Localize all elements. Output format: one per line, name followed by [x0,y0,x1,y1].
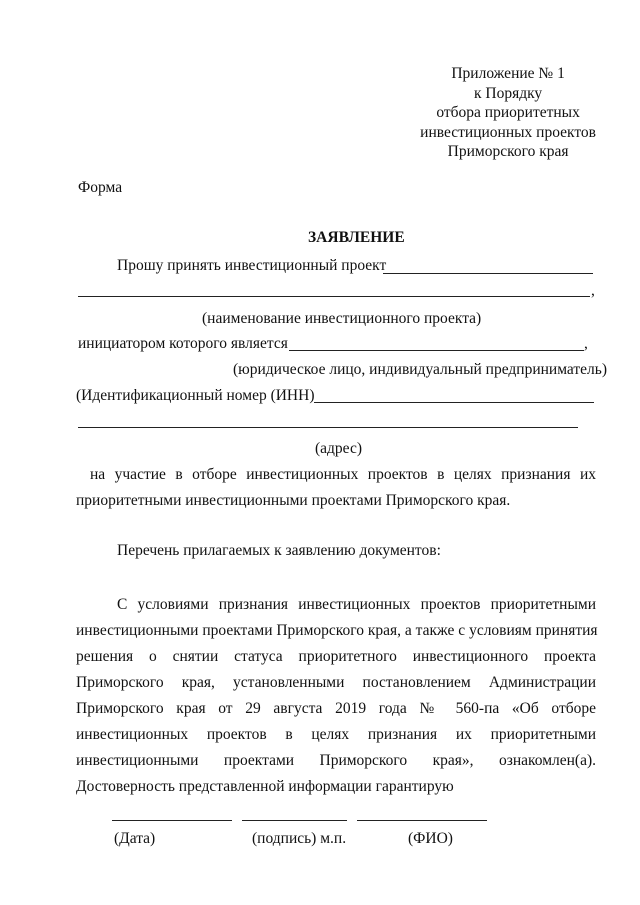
signature-label: (подпись) м.п. [252,830,347,847]
conditions-line: Приморского края, установленными постановлением Администрации [76,674,596,691]
caption-address: (адрес) [315,440,362,457]
conditions-line: инвестиционными проектами Приморского края», ознакомлен(а). [76,752,596,769]
conditions-line: решения о снятии статуса приоритетного инвестиционного проекта [76,648,596,665]
conditions-line: инвестиционными проектами Приморского края, а также с условиям принятия [76,622,598,639]
appendix-line: к Порядку [473,84,543,102]
date-field-line[interactable] [112,820,232,821]
participation-line: на участие в отборе инвестиционных проектов в целях признания их [90,466,596,483]
appendix-header [420,64,596,162]
inn-text: (Идентификационный номер (ИНН) [76,387,315,404]
initiator-field-line[interactable] [289,350,584,351]
document-title: ЗАЯВЛЕНИЕ [308,229,405,246]
name-field-line[interactable] [357,820,487,821]
participation-line: приоритетными инвестиционными проектами Приморского края. [76,492,511,509]
appendix-line: Приложение № 1 [451,65,565,82]
documents-list-label: Перечень прилагаемых к заявлению документов: [117,542,441,559]
comma: , [584,335,588,352]
comma: , [591,282,595,299]
project-field-line[interactable] [383,273,593,274]
conditions-line: инвестиционных проектов в целях признания их приоритетными [76,726,596,743]
form-label: Форма [78,179,123,196]
appendix-line: Приморского края [447,143,569,160]
appendix-line: отбора приоритетных [436,104,580,121]
caption-project-name: (наименование инвестиционного проекта) [202,310,482,327]
conditions-line: Достоверность представленной информации гарантирую [76,778,454,795]
project-name-field-line[interactable] [78,296,590,297]
appendix-line: инвестиционных проектов [420,123,596,141]
initiator-text: инициатором которого является [78,335,288,352]
signature-field-line[interactable] [242,820,347,821]
conditions-line: Приморского края от 29 августа 2019 года № 560-па «Об отборе [76,700,596,717]
caption-entity: (юридическое лицо, индивидуальный предприниматель) [233,361,608,378]
name-label: (ФИО) [408,830,453,847]
inn-field-line[interactable] [314,402,594,403]
conditions-line: С условиями признания инвестиционных проектов приоритетными [117,596,596,613]
date-label: (Дата) [114,830,156,847]
address-field-line[interactable] [78,427,578,428]
request-text: Прошу принять инвестиционный проект [117,257,387,274]
